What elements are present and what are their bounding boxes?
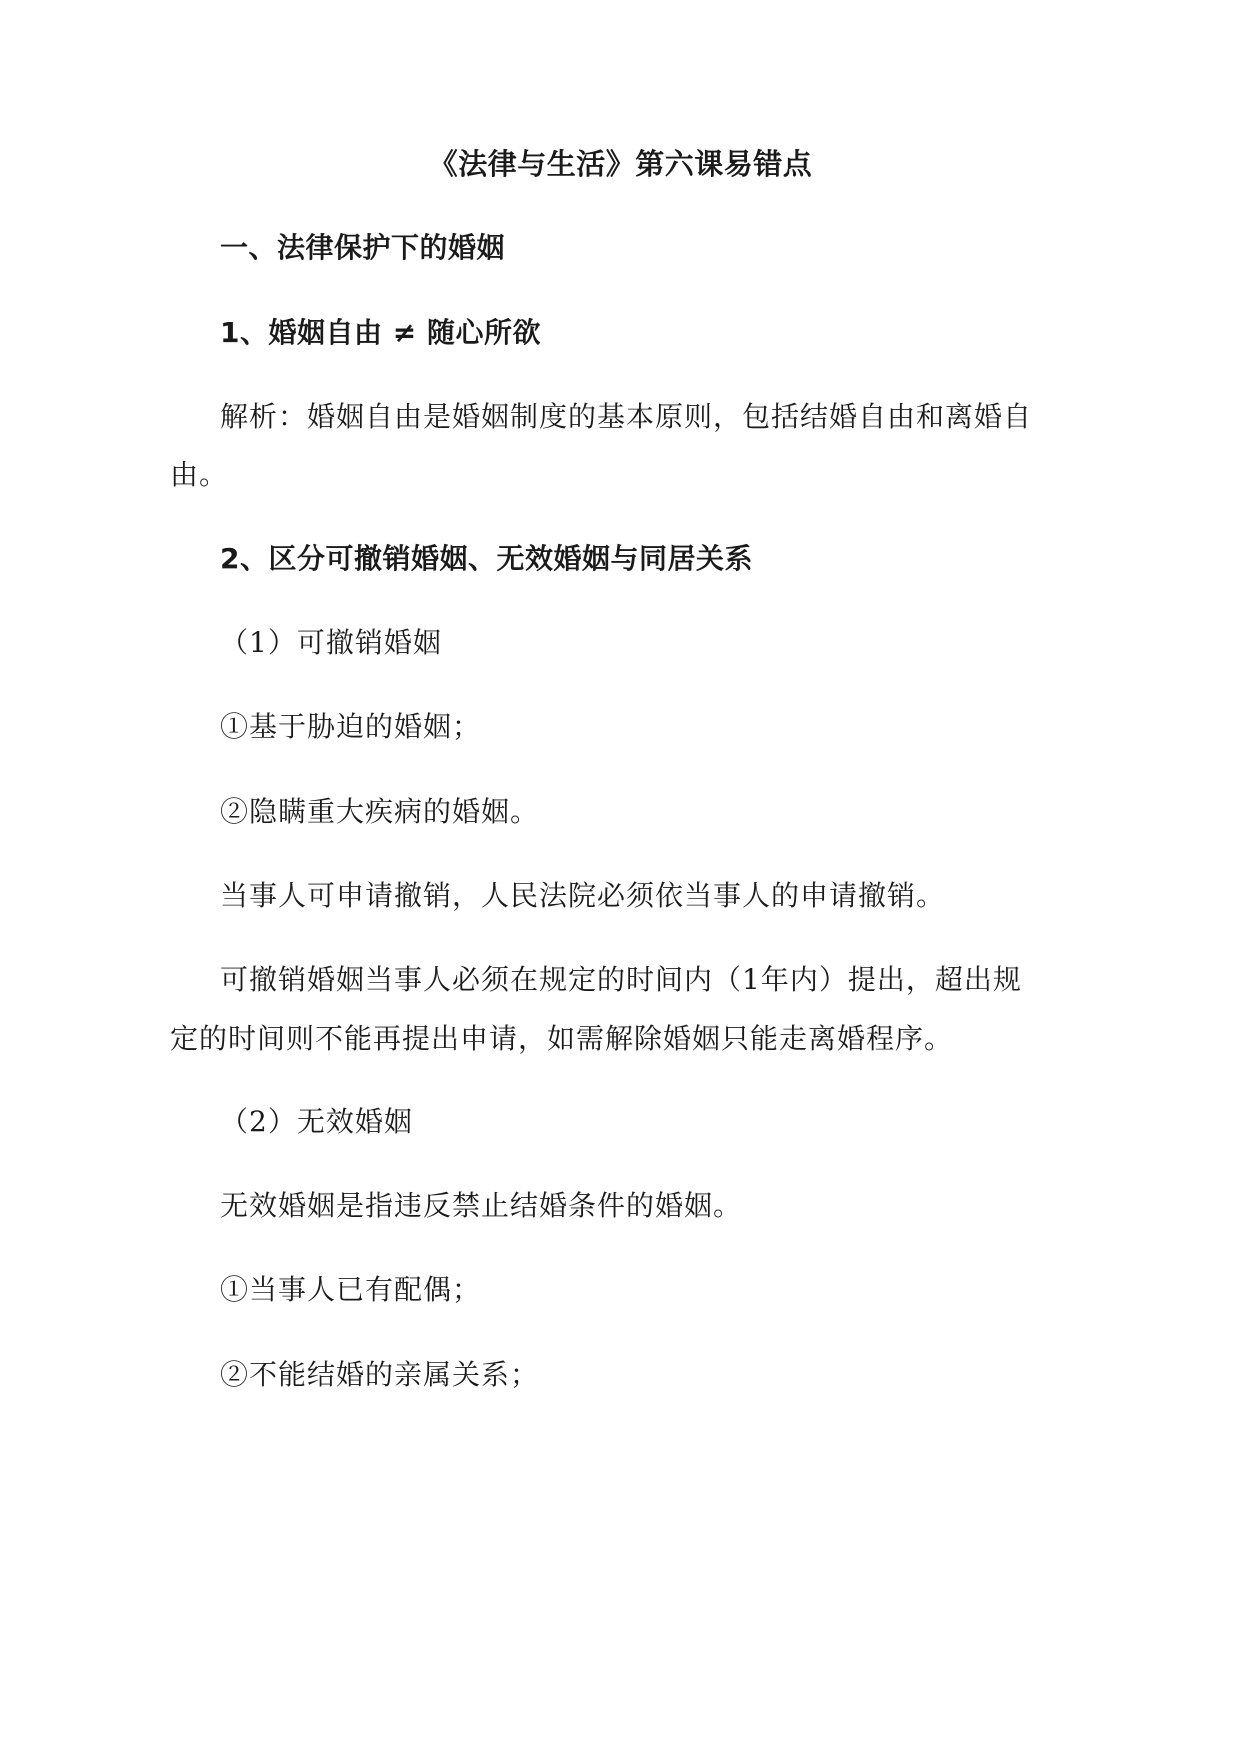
section-heading: 一、法律保护下的婚姻 [220,231,506,264]
paragraph-line-1: 可撤销婚姻当事人必须在规定的时间内（1年内）提出，超出规 [220,963,1022,996]
point-1-heading: 1、婚姻自由 ≠ 随心所欲 [220,316,541,349]
document-title: 《法律与生活》第六课易错点 [428,147,813,181]
list-item: ②不能结婚的亲属关系； [220,1358,540,1391]
subheading-revocable-marriage: （1）可撤销婚姻 [220,626,442,659]
paragraph: 无效婚姻是指违反禁止结婚条件的婚姻。 [220,1189,743,1222]
list-item: ②隐瞒重大疾病的婚姻。 [220,795,540,828]
list-item: ①基于胁迫的婚姻； [220,710,482,743]
subheading-void-marriage: （2）无效婚姻 [220,1105,413,1138]
list-item: ①当事人已有配偶； [220,1273,482,1306]
analysis-line-2: 由。 [170,458,229,491]
paragraph: 当事人可申请撤销，人民法院必须依当事人的申请撤销。 [220,879,946,912]
paragraph-line-2: 定的时间则不能再提出申请，如需解除婚姻只能走离婚程序。 [170,1022,954,1055]
analysis-line-1: 解析：婚姻自由是婚姻制度的基本原则，包括结婚自由和离婚自 [220,400,1033,433]
point-2-heading: 2、区分可撤销婚姻、无效婚姻与同居关系 [220,542,753,575]
